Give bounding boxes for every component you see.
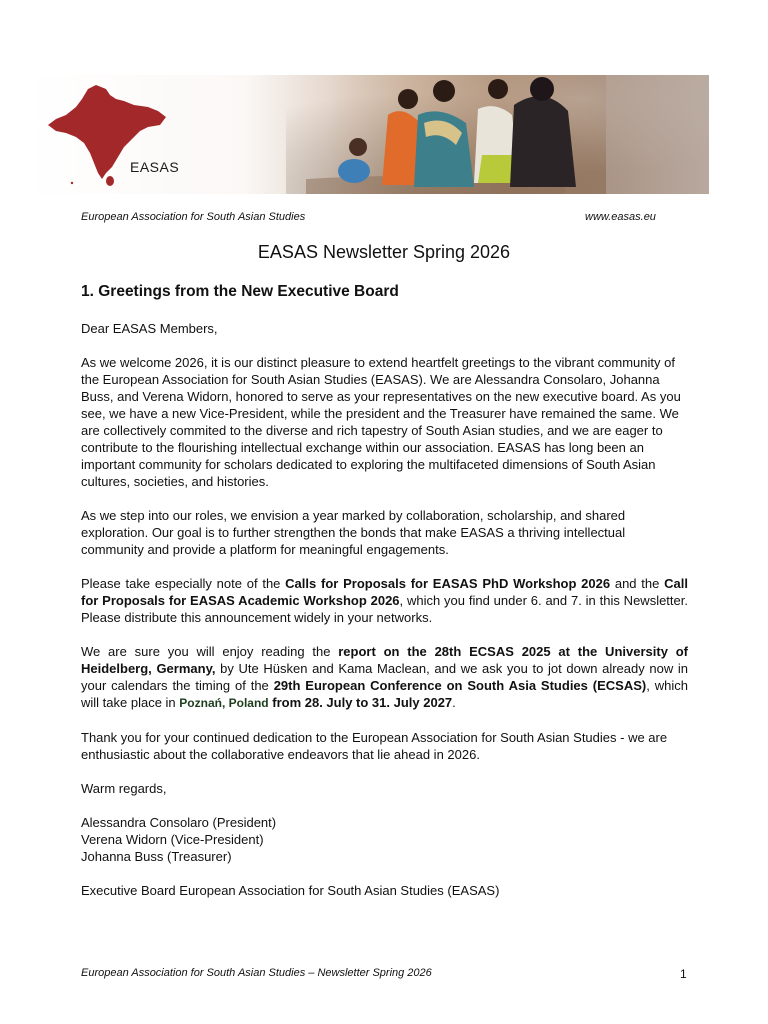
footer-text: European Association for South Asian Studies – Newsletter Spring 2026	[81, 967, 432, 979]
newsletter-body	[81, 320, 688, 899]
closing: Warm regards,	[81, 781, 167, 796]
newsletter-title: EASAS Newsletter Spring 2026	[257, 242, 511, 262]
signatory-treasurer: Johanna Buss (Treasurer)	[81, 849, 232, 864]
signatories	[81, 814, 688, 865]
phd-workshop-call: Calls for Proposals for EASAS PhD Workshop 2026	[285, 576, 611, 591]
header-website-link[interactable]: www.easas.eu	[585, 211, 656, 223]
board-signature: Executive Board European Association for South Asian Studies (EASAS)	[81, 883, 500, 898]
newsletter-banner	[26, 75, 709, 194]
signatory-president: Alessandra Consolaro (President)	[81, 815, 277, 830]
section-heading: 1. Greetings from the New Executive Board	[81, 283, 399, 300]
signatory-vice-president: Verena Widorn (Vice-President)	[81, 832, 264, 847]
banner-photo	[306, 75, 709, 194]
paragraph-thanks: Thank you for your continued dedication to the European Association for South Asian Studies - we are enthusiastic about the collaborative endeavors that lie ahead in 2026.	[81, 730, 668, 762]
paragraph-roles: As we step into our roles, we envision a year marked by collaboration, scholarship, and shared exploration. Our goal is to further strengthen the bonds that make EASAS a thriving intellectual community and provide a platform for meaningful engagements.	[81, 508, 626, 557]
salutation: Dear EASAS Members,	[81, 321, 218, 336]
conference-place: Poznań, Poland	[179, 696, 269, 710]
header-association-name: European Association for South Asian Studies	[81, 211, 306, 223]
paragraph-calls: Please take especially note of the Calls for Proposals for EASAS PhD Workshop 2026 and the Call for Proposals for EASAS Academic Workshop 2026, which you find under 6. and 7. in this Newsletter. Please distribute this announcement widely in your networks.	[81, 576, 688, 625]
ecsas-conference-ref: 29th European Conference on South Asia Studies (ECSAS)	[273, 678, 647, 693]
ecsas-report-ref: report on the 28th ECSAS 2025 at the University of Heidelberg, Germany,	[81, 644, 688, 676]
paragraph-welcome: As we welcome 2026, it is our distinct pleasure to extend heartfelt greetings to the vibrant community of the European Association for South Asian Studies (EASAS). We are Alessandra Consolaro, Johanna Buss, and Verena Widorn, honored to serve as your representatives on the new executive board. As you see, we have a new Vice-President, while the president and the Treasurer have remained the same. We are collectively commited to the diverse and rich tapestry of South Asian studies, and we are eager to contribute to the flourishing intellectual exchange within our association. EASAS has long been an important community for scholars dedicated to exploring the multifaceted dimensions of South Asian cultures, societies, and histories.	[81, 355, 681, 489]
banner-brand-text: EASAS	[130, 159, 180, 175]
academic-workshop-call: Call for Proposals for EASAS Academic Workshop 2026	[81, 576, 688, 608]
conference-dates: from 28. July to 31. July 2027	[268, 695, 453, 710]
page-number: 1	[680, 967, 687, 981]
paragraph-ecsas: We are sure you will enjoy reading the report on the 28th ECSAS 2025 at the University of Heidelberg, Germany, by Ute Hüsken and Kama Maclean, and we ask you to jot down already now in your calendars the timing of the 29th European Conference on South Asia Studies (ECSAS), which will take place in Poznań, Poland from 28. July to 31. July 2027.	[81, 644, 688, 710]
